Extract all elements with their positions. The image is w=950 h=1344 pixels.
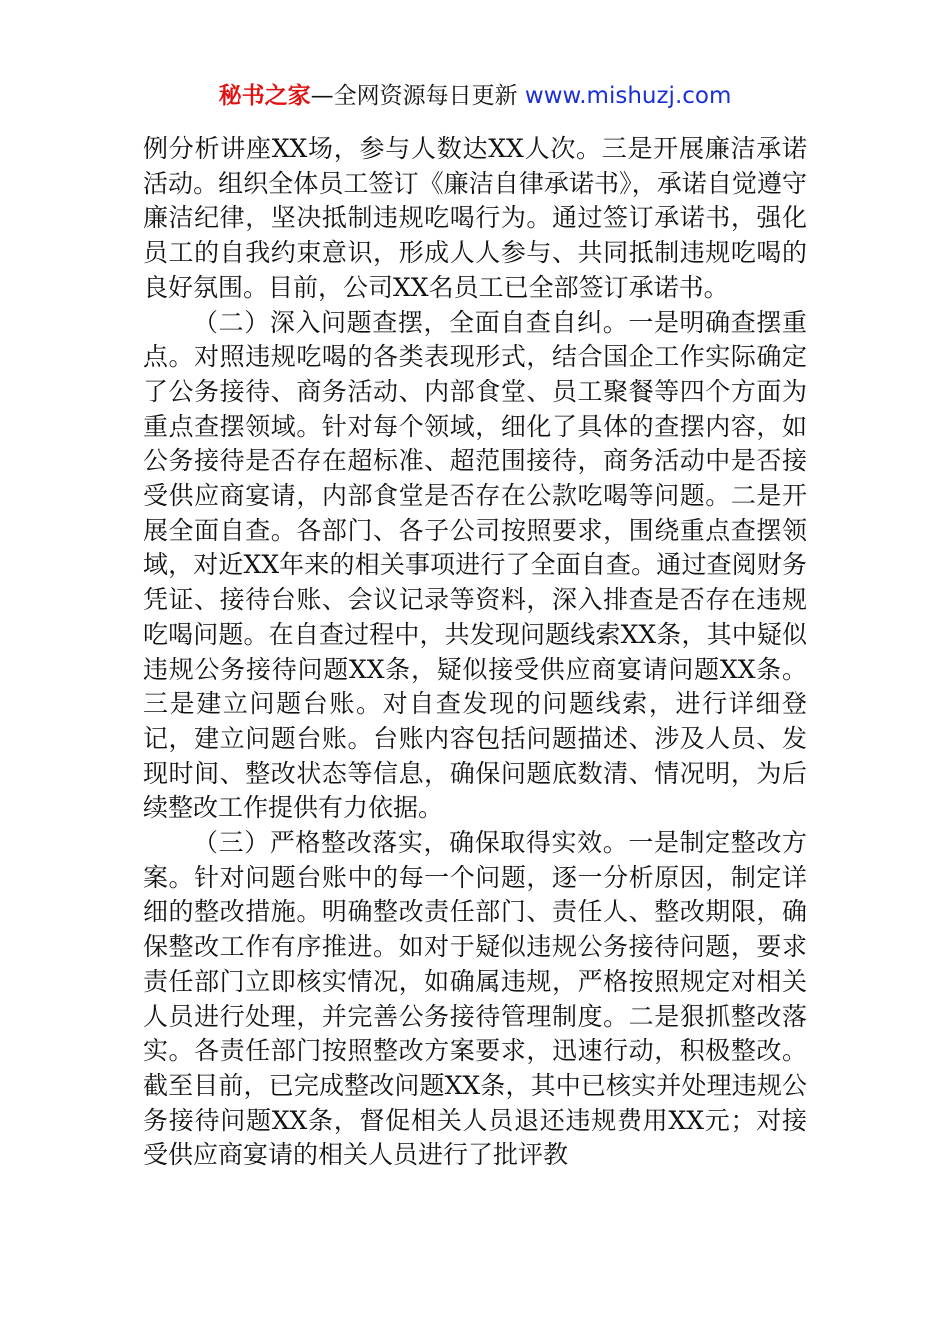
header-url-link[interactable]: www.mishuzj.com <box>524 83 732 109</box>
header-tagline: —全网资源每日更新 <box>310 83 525 109</box>
document-body <box>143 132 807 1173</box>
page-header <box>0 80 950 112</box>
header-brand: 秘书之家 <box>218 83 311 109</box>
paragraph-section-three: （三）严格整改落实，确保取得实效。一是制定整改方案。针对问题台账中的每一个问题，逐一分析原因，制定详细的整改措施。明确整改责任部门、责任人、整改期限，确保整改工作有序推进。如对于疑似违规公务接待问题，要求责任部门立即核实情况，如确属违规，严格按照规定对相关人员进行处理，并完善公务接待管理制度。二是狠抓整改落实。各责任部门按照整改方案要求，迅速行动，积极整改。截至目前，已完成整改问题XX条，其中已核实并处理违规公务接待问题XX条，督促相关人员退还违规费用XX元；对接受供应商宴请的相关人员进行了批评教 <box>143 828 807 1170</box>
paragraph-continued: 例分析讲座XX场，参与人数达XX人次。三是开展廉洁承诺活动。组织全体员工签订《廉洁自律承诺书》，承诺自觉遵守廉洁纪律，坚决抵制违规吃喝行为。通过签订承诺书，强化员工的自我约束意识，形成人人参与、共同抵制违规吃喝的良好氛围。目前，公司XX名员工已全部签订承诺书。 <box>143 134 807 302</box>
paragraph-section-two: （二）深入问题查摆，全面自查自纠。一是明确查摆重点。对照违规吃喝的各类表现形式，结合国企工作实际确定了公务接待、商务活动、内部食堂、员工聚餐等四个方面为重点查摆领域。针对每个领域，细化了具体的查摆内容，如公务接待是否存在超标准、超范围接待，商务活动中是否接受供应商宴请，内部食堂是否存在公款吃喝等问题。二是开展全面自查。各部门、各子公司按照要求，围绕重点查摆领域，对近XX年来的相关事项进行了全面自查。通过查阅财务凭证、接待台账、会议记录等资料，深入排查是否存在违规吃喝问题。在自查过程中，共发现问题线索XX条，其中疑似违规公务接待问题XX条，疑似接受供应商宴请问题XX条。三是建立问题台账。对自查发现的问题线索，进行详细登记，建立问题台账。台账内容包括问题描述、涉及人员、发现时间、整改状态等信息，确保问题底数清、情况明，为后续整改工作提供有力依据。 <box>143 307 807 823</box>
